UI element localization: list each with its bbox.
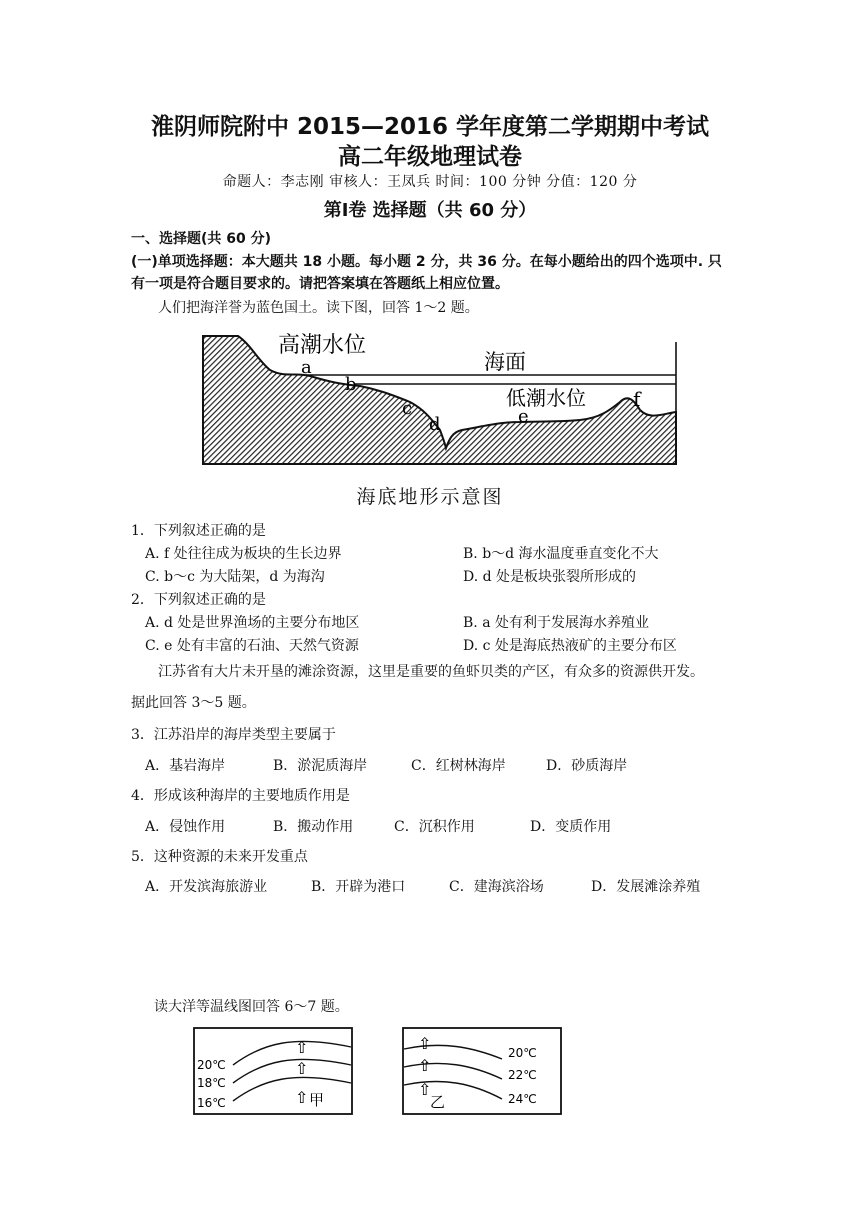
q4-option-d: D．变质作用 [530,819,612,835]
low-tide-label: 低潮水位 [506,386,586,410]
exam-subtitle: 高二年级地理试卷 [338,144,522,170]
instruction-line2: 有一项是符合题目要求的。请把答案填在答题纸上相应位置。 [131,276,509,292]
isotherm-left-t3: 16℃ [197,1096,226,1110]
label-f: f [633,387,641,411]
instruction-line1: (一)单项选择题：本大题共 18 小题。每小题 2 分，共 36 分。在每小题给出的四个选项中. 只 [131,254,722,270]
label-b: b [345,374,357,395]
isotherm-right-t1: 20℃ [508,1046,537,1060]
intro-q1-2: 人们把海洋誉为蓝色国土。读下图，回答 1～2 题。 [158,300,479,316]
label-a: a [301,357,312,378]
q5-option-d: D．发展滩涂养殖 [591,879,701,895]
sea-surface-label: 海面 [484,350,526,374]
isotherm-left-t2: 18℃ [197,1076,226,1090]
isotherm-right-t2: 22℃ [508,1068,537,1082]
intro-q3-5-line1: 江苏省有大片未开垦的滩涂资源，这里是重要的鱼虾贝类的产区，有众多的资源供开发。 [158,664,704,680]
label-d: d [429,414,441,435]
q5-option-b: B．开辟为港口 [311,879,406,895]
q3-option-b: B．淤泥质海岸 [273,758,368,774]
q1-stem: 1．下列叙述正确的是 [131,523,266,539]
arrow-up-icon: ⇧ [295,1038,309,1057]
arrow-up-icon: ⇧ [418,1034,432,1053]
label-c: c [402,398,413,419]
intro-q6-7: 读大洋等温线图回答 6～7 题。 [154,999,349,1015]
seabed-diagram [200,330,680,470]
q5-option-a: A．开发滨海旅游业 [145,879,268,895]
isotherm-left-t1: 20℃ [197,1058,226,1072]
exam-title: 淮阴师院附中 2015—2016 学年度第二学期期中考试 [150,114,710,140]
q3-option-d: D．砂质海岸 [546,758,628,774]
exam-meta: 命题人：李志刚 审核人：王凤兵 时间：100 分钟 分值：120 分 [222,174,638,190]
arrow-up-icon: ⇧ [418,1080,432,1099]
arrow-up-icon: ⇧ [295,1088,309,1107]
q3-stem: 3．江苏沿岸的海岸类型主要属于 [131,727,336,743]
q5-stem: 5．这种资源的未来开发重点 [131,849,308,865]
figure1-caption: 海底地形示意图 [356,486,504,508]
q4-option-b: B．搬动作用 [273,819,354,835]
q2-stem: 2．下列叙述正确的是 [131,592,266,608]
seabed-profile [203,336,676,464]
q1-option-b: B. b～d 海水温度垂直变化不大 [463,546,659,562]
q2-option-d: D. c 处是海底热液矿的主要分布区 [463,638,677,654]
q3-option-a: A．基岩海岸 [145,758,226,774]
high-tide-label: 高潮水位 [278,333,367,358]
label-e: e [518,406,529,427]
isotherm-right-label: 乙 [430,1093,446,1111]
q4-stem: 4．形成该种海岸的主要地质作用是 [131,788,350,804]
intro-q3-5-line2: 据此回答 3～5 题。 [131,695,256,711]
q2-option-c: C. e 处有丰富的石油、天然气资源 [145,638,359,654]
q4-option-c: C．沉积作用 [394,819,475,835]
section-heading: 一、选择题(共 60 分) [131,231,272,247]
isotherm-right-t3: 24℃ [508,1092,537,1106]
q1-option-d: D. d 处是板块张裂所形成的 [463,569,637,585]
isotherm-diagram-right [402,1027,562,1115]
q4-option-a: A．侵蚀作用 [145,819,226,835]
isotherm-left-label: 甲 [309,1091,325,1109]
isotherm-diagram-left [193,1027,353,1115]
q1-option-c: C. b～c 为大陆架，d 为海沟 [145,569,325,585]
q2-option-b: B. a 处有利于发展海水养殖业 [463,615,649,631]
part-title: 第Ⅰ卷 选择题（共 60 分） [323,200,537,221]
q1-option-a: A. f 处往往成为板块的生长边界 [145,546,342,562]
q5-option-c: C．建海滨浴场 [449,879,544,895]
q3-option-c: C．红树林海岸 [411,758,506,774]
q2-option-a: A. d 处是世界渔场的主要分布地区 [145,615,360,631]
arrow-up-icon: ⇧ [295,1059,309,1078]
arrow-up-icon: ⇧ [418,1056,432,1075]
